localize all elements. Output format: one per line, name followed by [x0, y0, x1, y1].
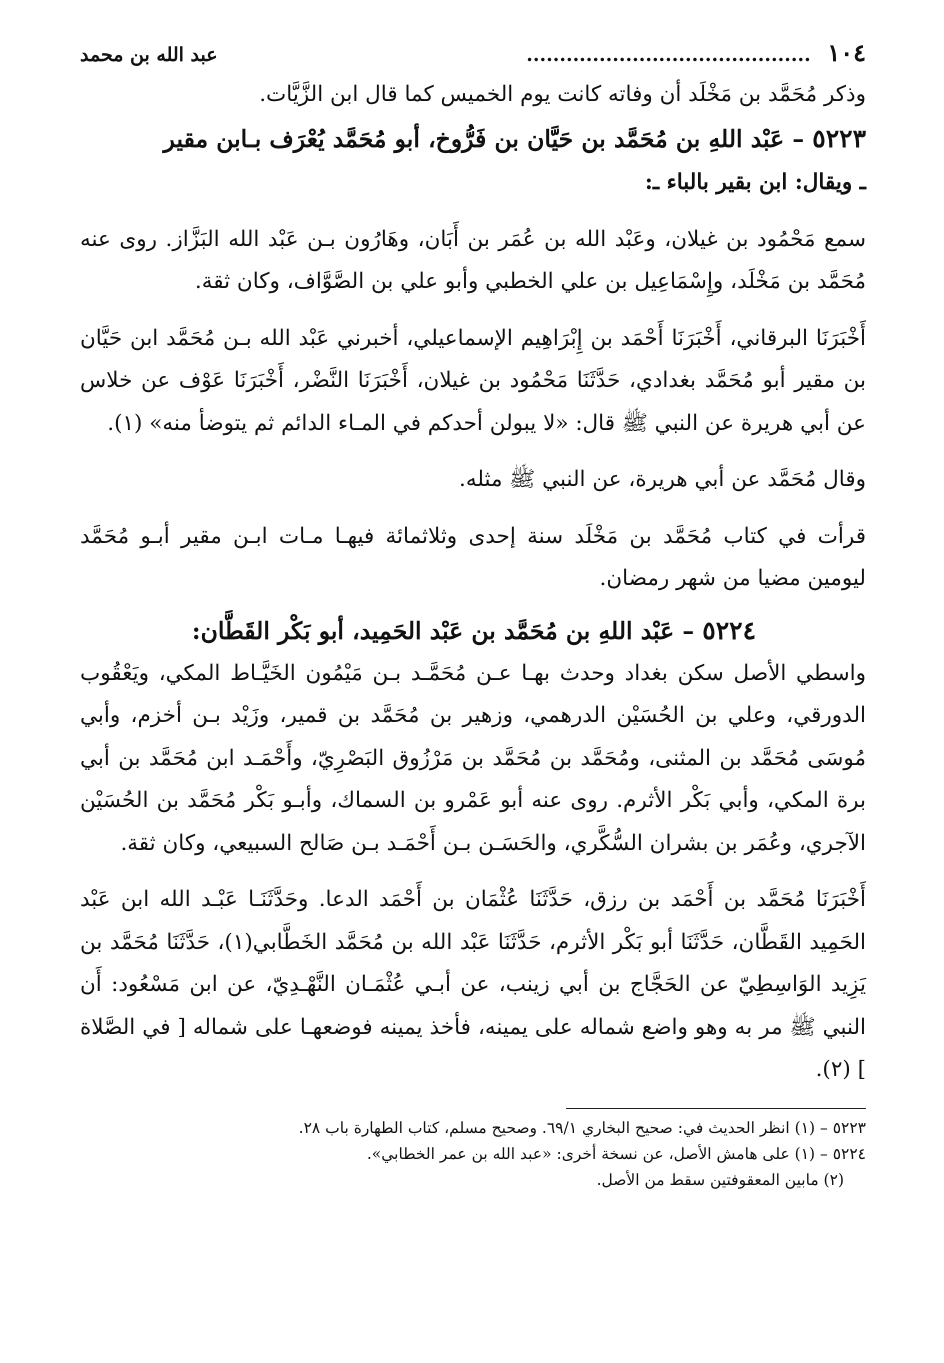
paragraph: وذكر مُحَمَّد بن مَخْلَد أن وفاته كانت يوم الخميس كما قال ابن الزَّيَّات. — [259, 82, 866, 107]
entry-number: ٥٢٢٣ — [812, 123, 866, 153]
paragraph: سمع مَحْمُود بن غيلان، وعَبْد الله بن عُمَر بن أَبَان، وهَارُون بـن عَبْد الله البَزَّاز. روى عنه مُحَمَّد بن مَخْلَد، وإِسْمَاعِيل بن علي الخطبي وأبو علي بن الصَّوَّاف، وكان ثقة. — [80, 226, 866, 294]
page-header — [80, 38, 866, 74]
page-number: ١٠٤ — [827, 38, 866, 67]
entry-heading — [80, 117, 866, 161]
running-title: عبد الله بن محمد — [80, 44, 218, 66]
entry-heading-continuation: ـ ويقال: ابن بقير بالباء ـ: — [644, 169, 866, 195]
paragraph: واسطي الأصل سكن بغداد وحدث بهـا عـن مُحَمَّـد بـن مَيْمُون الخَيَّـاط المكي، ويَعْقُوب الدورقي، وعلي بن الحُسَيْن الدرهمي، وزهير بن مُحَمَّد بن قمير، وزَيْد بـن أخزم، وأبي مُوسَى مُحَمَّد بن المثنى، ومُحَمَّد بن مُحَمَّد بن مَرْزُوق البَصْرِيّ، وأَحْمَـد ابن مُحَمَّد بن أبي برة المكي، وأبي بَكْر الأثرم. روى عنه أبو عَمْرو بن السماك، وأبـو بَكْر مُحَمَّد بن الحُسَيْن الآجري، وعُمَر بن بشران السُّكَّري، والحَسَـن بـن أَحْمَـد بـن صَالح السبيعي، وكان ثقة. — [80, 660, 866, 856]
paragraph: قرأت في كتاب مُحَمَّد بن مَخْلَد سنة إحدى وثلاثمائة فيهـا مـات ابـن مقير أبـو مُحَمَّد ليومين مضيا من شهر رمضان. — [80, 523, 866, 591]
page-number-line — [526, 38, 866, 67]
entry-title: – عَبْد اللهِ بن مُحَمَّد بن حَيَّان بن فَرُّوخ، أبو مُحَمَّد يُعْرَف بـابن مقير — [163, 124, 805, 153]
paragraph: أَخْبَرَنَا البرقاني، أَخْبَرَنَا أَحْمَد بن إِبْرَاهِيم الإسماعيلي، أخبرني عَبْد الله بـن مُحَمَّد ابن حَيَّان بن مقير أبو مُحَمَّد بغدادي، حَدَّثَنَا مَحْمُود بن غيلان، أَخْبَرَنَا النَّضْر، أَخْبَرَنَا عَوْف عن خلاس عن أبي هريرة عن النبي ﷺ قال: «لا يبولن أحدكم في المـاء الدائم ثم يتوضأ منه» (١). — [80, 325, 866, 436]
body-text — [80, 74, 866, 1092]
entry-title: – عَبْد اللهِ بن مُحَمَّد بن عَبْد الحَمِيد، أبو بَكْر القَطَّان: — [191, 616, 695, 645]
paragraph: وقال مُحَمَّد عن أبي هريرة، عن النبي ﷺ مثله. — [458, 467, 866, 492]
footnotes — [80, 1115, 866, 1193]
footnote-separator — [566, 1108, 866, 1109]
entry-number: ٥٢٢٤ — [702, 615, 756, 645]
paragraph: أَخْبَرَنَا مُحَمَّد بن أَحْمَد بن رزق، حَدَّثَنَا عُثْمَان بن أَحْمَد الدعا. وحَدَّثَنَـا عَبْـد الله ابن عَبْد الحَمِيد القَطَّان، حَدَّثَنَا أبو بَكْر الأثرم، حَدَّثَنَا عَبْد الله بن مُحَمَّد الخَطَّابي(١)، حَدَّثَنَا مُحَمَّد بن يَزِيد الوَاسِطِيّ عن الحَجَّاج بن أبي زينب، عن أبـي عُثْمَـان النَّهْـدِيّ، عن ابن مَسْعُود: أَن النبي ﷺ مر به وهو واضع شماله على يمينه، فأخذ يمينه فوضعهـا على شماله [ في الصَّلاة ] (٢). — [80, 887, 866, 1082]
footnote: ٥٢٢٤ – (١) على هامش الأصل، عن نسخة أخرى: «عبد الله بن عمر الخطابي». — [366, 1144, 866, 1163]
header-dots: ........................................... — [526, 44, 811, 66]
footnote: (٢) مابين المعقوفتين سقط من الأصل. — [596, 1170, 844, 1189]
entry-heading — [80, 609, 866, 653]
footnote: ٥٢٢٣ – (١) انظر الحديث في: صحيح البخاري ٦٩/١. وصحيح مسلم، كتاب الطهارة باب ٢٨. — [298, 1118, 866, 1137]
